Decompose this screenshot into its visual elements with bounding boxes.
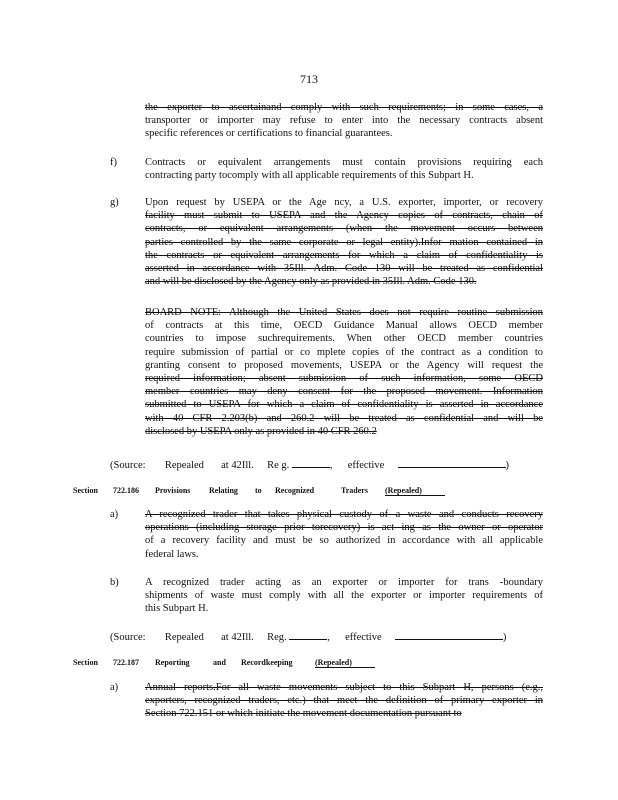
source-repealed: Repealed xyxy=(164,632,204,643)
heading-word: Relating xyxy=(209,486,238,495)
source-note-1 xyxy=(110,457,509,472)
struck-text-line: A recognized trader that takes physical custody of a waste and conducts recovery xyxy=(145,509,543,520)
repealed-tag: (Repealed) xyxy=(315,658,375,668)
heading-word: Reporting xyxy=(155,658,190,667)
text-line: require submission of partial or co mplete copies of the contract as a condition to xyxy=(145,346,543,358)
section-722-187-heading xyxy=(73,658,375,668)
text-line: Contracts or equivalent arrangements must contain provisions requiring each xyxy=(145,157,543,168)
struck-text-line: required information; absent submission of such information, some OECD xyxy=(145,373,543,384)
heading-word: Recordkeeping xyxy=(241,658,293,667)
repealed-tag: (Repealed) xyxy=(385,486,445,496)
heading-word: Recognized xyxy=(275,486,315,495)
source-reg: Re g. xyxy=(267,460,290,471)
item-g-label: g) xyxy=(110,197,119,208)
struck-text-line: member countries may deny consent for the proposed movement. Information xyxy=(145,386,543,398)
source-effective: effective xyxy=(345,632,382,643)
section-722-186-heading xyxy=(73,486,445,496)
text-line: Upon request by USEPA or the Age ncy, a U.S. exporter, importer, or recovery xyxy=(145,197,543,208)
struck-text-line: contracts, or equivalent arrangements (when the movement occurs between xyxy=(145,223,543,235)
source-comma: , xyxy=(329,460,333,471)
source-blank-date xyxy=(395,629,503,640)
text-line: shipments of waste must comply with all the exporter or importer requirements of xyxy=(145,590,543,602)
section-number: 722.187 xyxy=(113,658,139,667)
item-a-label: a) xyxy=(110,682,119,693)
text-line: A recognized trader acting as an exporter or importer for trans -boundary xyxy=(145,577,543,588)
struck-text-line: operations (including storage prior torecovery) is act ing as the owner or operator xyxy=(145,522,543,534)
source-blank-volume xyxy=(289,629,327,640)
source-reg: Reg. xyxy=(267,632,287,643)
heading-word: Provisions xyxy=(155,486,191,495)
text-line: federal laws. xyxy=(145,548,199,560)
source-at: at 42Ill. xyxy=(221,632,254,643)
text-line: specific references or certifications to financial guarantees. xyxy=(145,128,393,140)
struck-text-line: with 40 CFR 2.203(b) and 260.2 will be treated as confidential and will be xyxy=(145,412,543,424)
source-comma: , xyxy=(327,632,330,643)
source-effective: effective xyxy=(347,460,385,471)
source-note-2 xyxy=(110,629,506,644)
source-prefix: (Source: xyxy=(110,460,146,471)
heading-word: Traders xyxy=(341,486,368,495)
text-line: this Subpart H. xyxy=(145,603,209,615)
text-line: granting consent to proposed movements, USEPA or the Agency will request the xyxy=(145,359,543,371)
struck-text-line: BOARD NOTE: Although the United States does not require routine submission xyxy=(145,307,543,318)
source-close: ) xyxy=(502,632,507,643)
source-close: ) xyxy=(505,460,510,471)
source-repealed: Repealed xyxy=(164,460,204,471)
struck-text-line: the exporter to ascertainand comply with such requirements; in some cases, a xyxy=(145,102,543,113)
section-word: Section xyxy=(73,486,98,495)
heading-word: and xyxy=(213,658,226,667)
page-number: 713 xyxy=(300,72,318,86)
source-prefix: (Source: xyxy=(110,632,146,643)
text-line: transporter or importer may refuse to enter into the necessary contracts absent xyxy=(145,115,543,127)
struck-text-line: submitted to USEPA for which a claim of confidentiality is asserted in accordance xyxy=(145,399,543,411)
item-f-label: f) xyxy=(110,157,117,168)
source-at: at 42Ill. xyxy=(221,460,254,471)
struck-text-line: Section 722.151 or which initiate the movement documentation pursuant to xyxy=(145,708,462,720)
section-number: 722.186 xyxy=(113,486,139,495)
item-b-label: b) xyxy=(110,577,119,588)
struck-text-line: exporters, recognized traders, etc.) that meet the definition of primary exporter in xyxy=(145,695,543,707)
text-line: countries to impose suchrequirements. When other OECD member countries xyxy=(145,333,543,345)
source-blank-volume xyxy=(292,457,330,468)
struck-text-line: and will be disclosed by the Agency only as provided in 35Ill. Adm. Code 130. xyxy=(145,276,477,288)
heading-word: to xyxy=(255,486,262,495)
text-line: of a recovery facility and must be so authorized in accordance with all applicable xyxy=(145,535,543,547)
text-line: of contracts at this time, OECD Guidance Manual allows OECD member xyxy=(145,320,543,332)
struck-text-line: the contracts or equivalent arrangements for which a claim of confidentiality is xyxy=(145,249,543,261)
text-line: contracting party tocomply with all applicable requirements of this Subpart H. xyxy=(145,170,474,182)
struck-text-line: facility must submit to USEPA and the Agency copies of contracts, chain of xyxy=(145,210,543,222)
source-blank-date xyxy=(398,457,506,468)
struck-text-line: parties controlled by the same corporate or legal entity).Infor mation contained in xyxy=(145,236,543,248)
struck-text-line: asserted in accordance with 35Ill. Adm. Code 130 will be treated as confidential xyxy=(145,263,543,274)
item-a-label: a) xyxy=(110,509,119,520)
struck-text-line: Annual reports.For all waste movements subject to this Subpart H, persons (e.g., xyxy=(145,682,543,693)
struck-text-line: disclosed by USEPA only as provided in 40 CFR 260.2 xyxy=(145,425,377,437)
section-word: Section xyxy=(73,658,98,667)
